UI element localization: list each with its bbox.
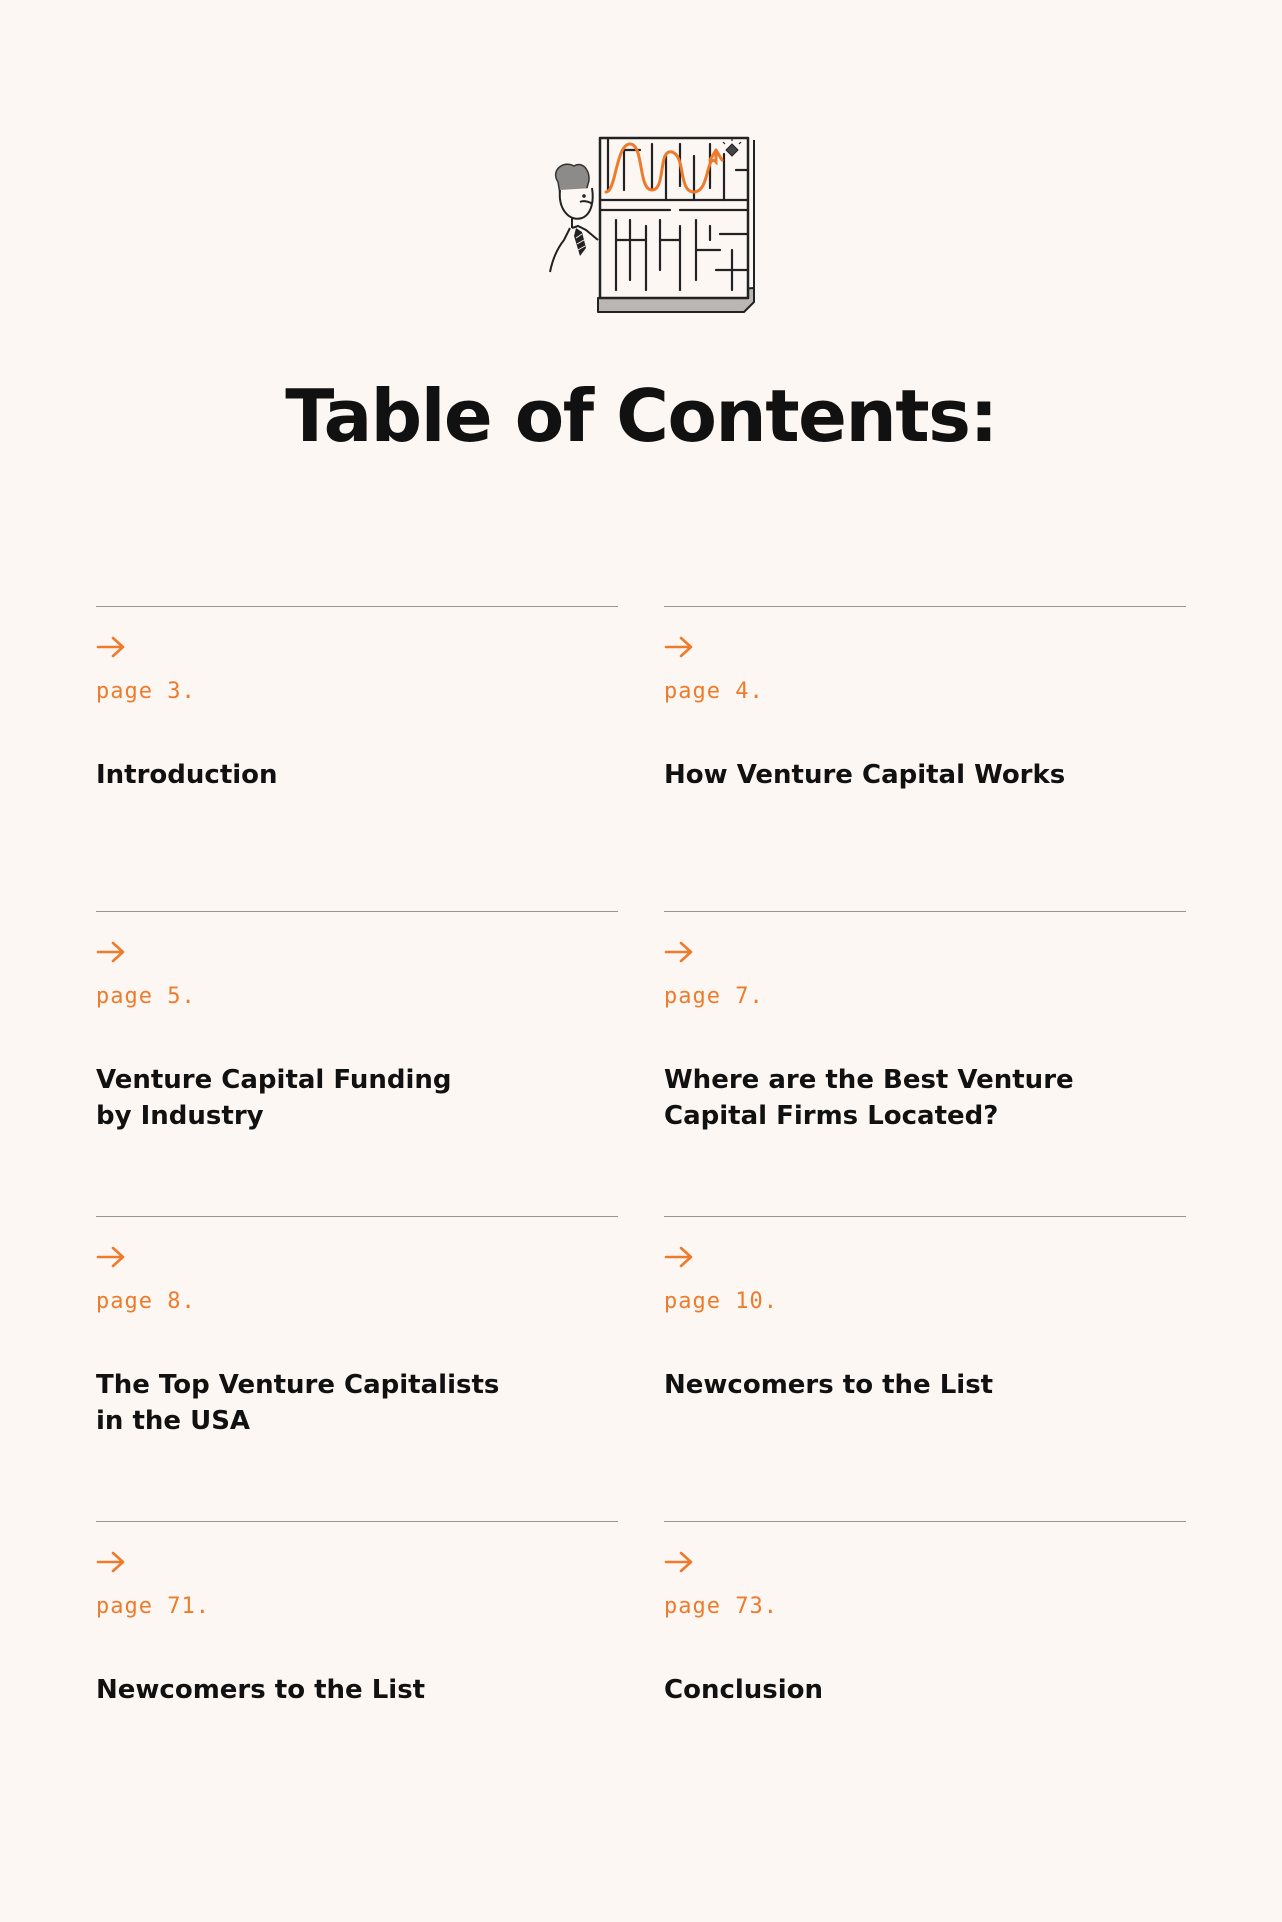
arrow-right-icon <box>96 940 126 964</box>
page-reference: page 73. <box>664 1594 778 1619</box>
toc-entry-newcomers-1[interactable] <box>664 1216 1186 1521</box>
page-reference: page 8. <box>96 1289 196 1314</box>
entry-title: Newcomers to the List <box>664 1370 994 1400</box>
toc-entry-funding-by-industry[interactable] <box>96 911 618 1216</box>
entry-title: Newcomers to the List <box>96 1675 426 1705</box>
arrow-right-icon <box>96 1245 126 1269</box>
entry-title: Venture Capital Funding by Industry <box>96 1065 452 1131</box>
toc-entry-newcomers-2[interactable] <box>96 1521 618 1826</box>
arrow-right-icon <box>664 1245 694 1269</box>
entry-title: Where are the Best Venture Capital Firms Located? <box>664 1065 1074 1131</box>
arrow-right-icon <box>96 635 126 659</box>
arrow-right-icon <box>664 635 694 659</box>
arrow-right-icon <box>664 1550 694 1574</box>
toc-entry-best-firms-location[interactable] <box>664 911 1186 1216</box>
page-reference: page 4. <box>664 679 764 704</box>
page-reference: page 5. <box>96 984 196 1009</box>
entry-title: The Top Venture Capitalists in the USA <box>96 1370 500 1436</box>
page-reference: page 10. <box>664 1289 778 1314</box>
arrow-right-icon <box>664 940 694 964</box>
toc-entry-top-venture-capitalists[interactable] <box>96 1216 618 1521</box>
entry-title: Conclusion <box>664 1675 824 1705</box>
arrow-right-icon <box>96 1550 126 1574</box>
toc-entry-how-venture-capital-works[interactable] <box>664 606 1186 911</box>
entry-title: Introduction <box>96 760 278 790</box>
entry-title: How Venture Capital Works <box>664 760 1066 790</box>
toc-entry-conclusion[interactable] <box>664 1521 1186 1826</box>
table-of-contents <box>96 606 1186 1826</box>
page-reference: page 71. <box>96 1594 210 1619</box>
toc-entry-introduction[interactable] <box>96 606 618 911</box>
man-with-maze-icon <box>520 130 760 330</box>
page-reference: page 7. <box>664 984 764 1009</box>
page-reference: page 3. <box>96 679 196 704</box>
page-title: Table of Contents: <box>285 374 997 458</box>
